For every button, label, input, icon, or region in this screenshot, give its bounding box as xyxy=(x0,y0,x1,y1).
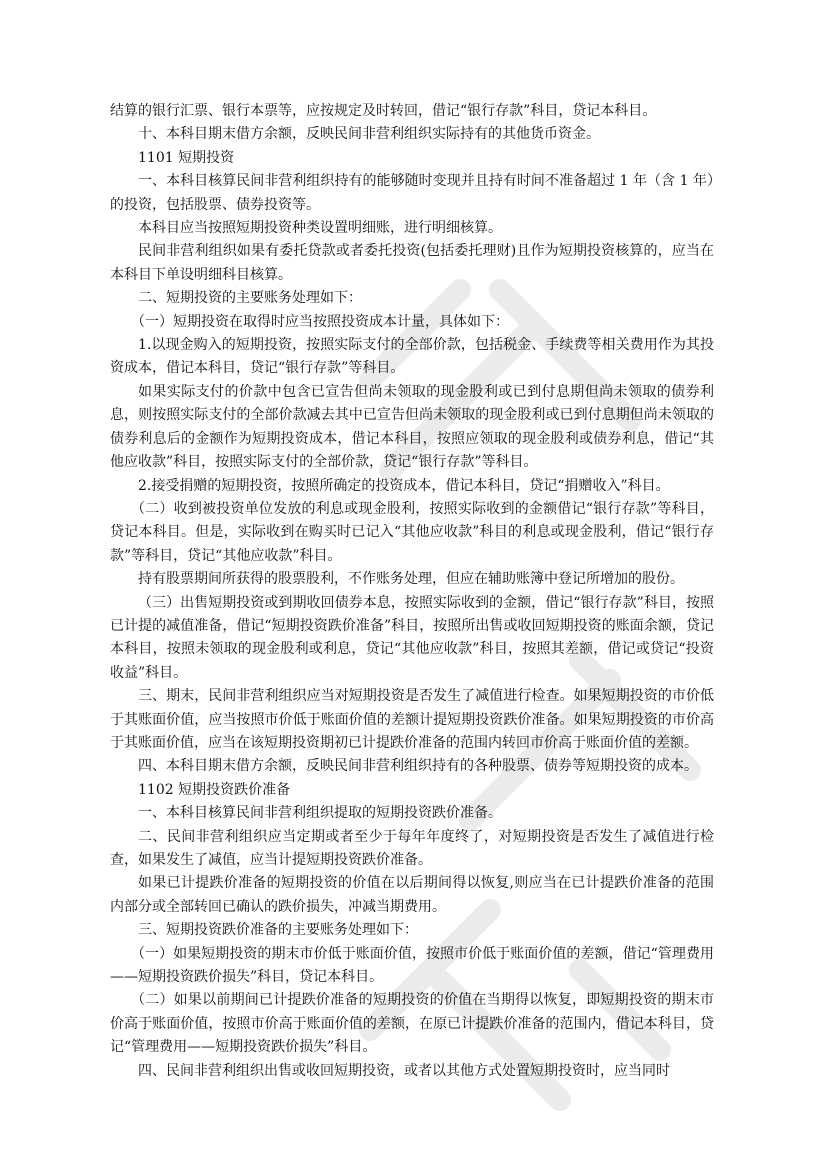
paragraph: （一）如果短期投资的期末市价低于账面价值，按照市价低于账面价值的差额，借记“管理费用——短期投资跌价损失”科目，贷记本科目。 xyxy=(110,945,714,986)
paragraph: 一、本科目核算民间非营利组织持有的能够随时变现并且持有时间不准备超过 1 年（含 1 年）的投资，包括股票、债券投资等。 xyxy=(110,173,714,213)
paragraph: 二、短期投资的主要账务处理如下： xyxy=(138,290,362,307)
paragraph: 2.接受捐赠的短期投资，按照所确定的投资成本，借记本科目，贷记“捐赠收入”科目。 xyxy=(138,477,670,494)
paragraph: 如果已计提跌价准备的短期投资的价值在以后期间得以恢复,则应当在已计提跌价准备的范围内部分或全部转回已确认的跌价损失，冲减当期费用。 xyxy=(110,875,714,915)
paragraph: （一）短期投资在取得时应当按照投资成本计量，具体如下： xyxy=(131,313,509,330)
paragraph: 二、民间非营利组织应当定期或者至少于每年年度终了，对短期投资是否发生了减值进行检查，如果发生了减值，应当计提短期投资跌价准备。 xyxy=(110,828,714,868)
document-body xyxy=(110,100,714,1083)
section-heading: 1101 短期投资 xyxy=(138,149,235,166)
paragraph: 一、本科目核算民间非营利组织提取的短期投资跌价准备。 xyxy=(138,805,502,822)
paragraph: 结算的银行汇票、银行本票等，应按规定及时转回，借记“银行存款”科目，贷记本科目。 xyxy=(110,103,657,119)
paragraph: 十、本科目期末借方余额，反映民间非营利组织实际持有的其他货币资金。 xyxy=(138,126,600,143)
paragraph: （二）如果以前期间已计提跌价准备的短期投资的价值在当期得以恢复，即短期投资的期末市价高于账面价值，按照市价高于账面价值的差额，在原已计提跌价准备的范围内，借记本科目，贷记“管理费用——短期投资跌价损失”科目。 xyxy=(110,992,714,1056)
section-heading: 1102 短期投资跌价准备 xyxy=(138,781,291,798)
paragraph: 三、期末，民间非营利组织应当对短期投资是否发生了减值进行检查。如果短期投资的市价低于其账面价值，应当按照市价低于账面价值的差额计提短期投资跌价准备。如果短期投资的市价高于其账面价值，应当在该短期投资期初已计提跌价准备的范围内转回市价高于账面价值的差额。 xyxy=(110,688,714,751)
paragraph: 民间非营利组织如果有委托贷款或者委托投资(包括委托理财)且作为短期投资核算的，应当在本科目下单设明细科目核算。 xyxy=(110,243,714,283)
paragraph: （三）出售短期投资或到期收回债券本息，按照实际收到的金额，借记“银行存款”科目，按照已计提的减值准备，借记“短期投资跌价准备”科目，按照所出售或收回短期投资的账面余额，贷记本科目，按照未领取的现金股利或利息，贷记“其他应收款”科目，按照其差额，借记或贷记“投资收益”科目。 xyxy=(110,594,714,681)
paragraph: 持有股票期间所获得的股票股利，不作账务处理，但应在辅助账簿中登记所增加的股份。 xyxy=(138,571,684,588)
paragraph: 四、民间非营利组织出售或收回短期投资，或者以其他方式处置短期投资时，应当同时 xyxy=(138,1062,670,1079)
paragraph: 四、本科目期末借方余额，反映民间非营利组织持有的各种股票、债券等短期投资的成本。 xyxy=(138,758,698,775)
paragraph: 如果实际支付的价款中包含已宣告但尚未领取的现金股利或已到付息期但尚未领取的债券利息，则按照实际支付的全部价款减去其中已宣告但尚未领取的现金股利或已到付息期但尚未领取的债券利息后的金额作为短期投资成本，借记本科目，按照应领取的现金股利或债券利息，借记“其他应收款”科目，按照实际支付的全部价款，贷记“银行存款”等科目。 xyxy=(110,383,714,471)
paragraph: 三、短期投资跌价准备的主要账务处理如下： xyxy=(138,922,418,939)
paragraph: （二）收到被投资单位发放的利息或现金股利，按照实际收到的金额借记“银行存款”等科目，贷记本科目。但是，实际收到在购买时已记入“其他应收款”科目的利息或现金股利，借记“银行存款”等科目，贷记“其他应收款”科目。 xyxy=(110,500,714,564)
paragraph: 1.以现金购入的短期投资，按照实际支付的全部价款，包括税金、手续费等相关费用作为其投资成本，借记本科目，贷记“银行存款”等科目。 xyxy=(110,337,714,377)
paragraph: 本科目应当按照短期投资种类设置明细账，进行明细核算。 xyxy=(138,220,502,237)
